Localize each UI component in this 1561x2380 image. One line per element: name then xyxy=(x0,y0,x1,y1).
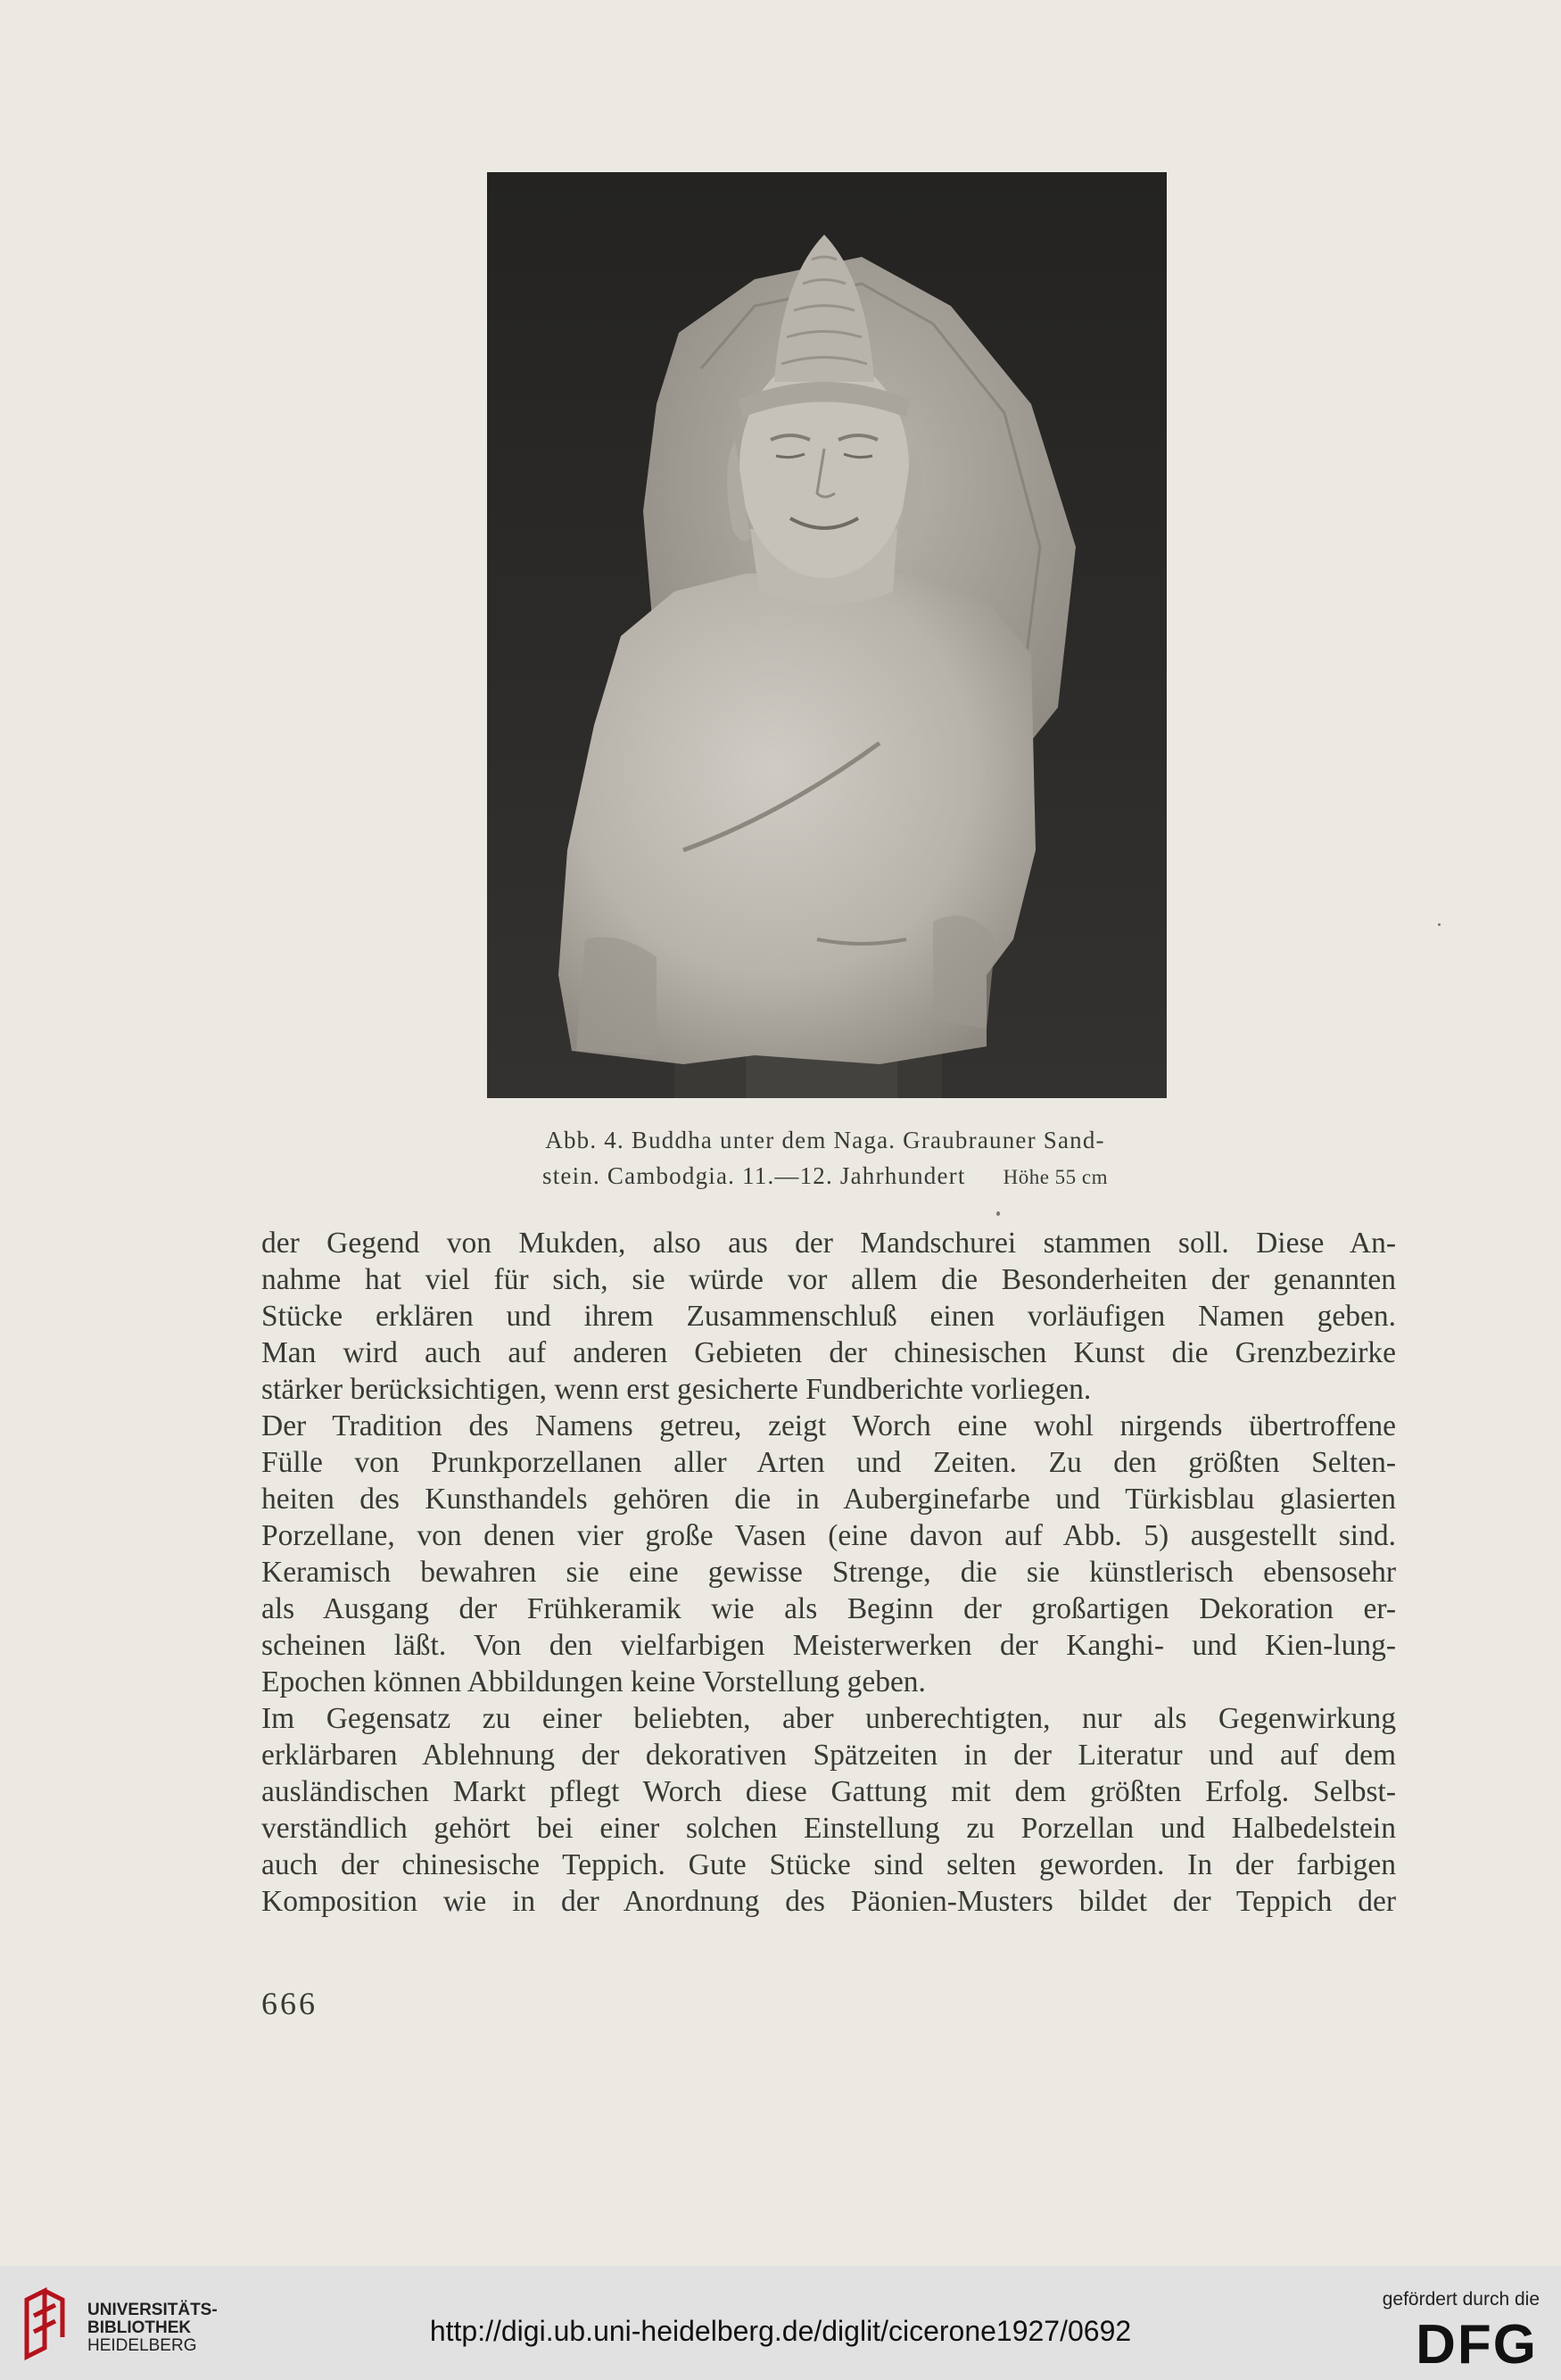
body-line: nahme hat viel für sich, sie würde vor allem die Besonderheiten der genannten xyxy=(261,1263,1396,1296)
body-line: Stücke erklären und ihrem Zusammenschluß einen vorläufigen Namen geben. xyxy=(261,1300,1396,1333)
body-line: ausländischen Markt pflegt Worch diese Gattung mit dem größten Erfolg. Selbst- xyxy=(261,1775,1396,1808)
buddha-sculpture-image xyxy=(487,172,1167,1098)
body-line: der Gegend von Mukden, also aus der Mandschurei stammen soll. Diese An- xyxy=(261,1227,1396,1260)
body-line: stärker berücksichtigen, wenn erst gesicherte Fundberichte vorliegen. xyxy=(261,1373,1092,1406)
body-line: Der Tradition des Namens getreu, zeigt Worch eine wohl nirgends übertroffene xyxy=(261,1409,1396,1442)
body-line: verständlich gehört bei einer solchen Einstellung zu Porzellan und Halbedelstein xyxy=(261,1812,1396,1845)
library-name-line-2: BIBLIOTHEK xyxy=(87,2318,192,2337)
body-line: Im Gegensatz zu einer beliebten, aber unberechtigten, nur als Gegenwirkung xyxy=(261,1702,1396,1735)
body-line: Porzellane, von denen vier große Vasen (eine davon auf Abb. 5) ausgestellt sind. xyxy=(261,1519,1396,1552)
caption-line-1: Abb. 4. Buddha unter dem Naga. Graubrauner Sand- xyxy=(545,1127,1105,1153)
dfg-logo-icon[interactable]: DFG xyxy=(1416,2314,1538,2376)
page-number: 666 xyxy=(261,1986,318,2021)
body-line: scheinen läßt. Von den vielfarbigen Meisterwerken der Kanghi- und Kien-lung- xyxy=(261,1629,1396,1662)
body-line: auch der chinesische Teppich. Gute Stücke sind selten geworden. In der farbigen xyxy=(261,1848,1396,1881)
caption-line-2-text: stein. Cambodgia. 11.—12. Jahrhundert xyxy=(541,1162,966,1189)
body-line: Komposition wie in der Anordnung des Päonien-Musters bildet der Teppich der xyxy=(261,1885,1396,1918)
caption-line-2 xyxy=(410,1158,1240,1195)
figure-caption xyxy=(410,1122,1240,1195)
body-line: Man wird auch auf anderen Gebieten der chinesischen Kunst die Grenzbezirke xyxy=(261,1336,1396,1369)
funded-by-label: gefördert durch die xyxy=(1382,2289,1540,2310)
caption-size: Höhe 55 cm xyxy=(1003,1166,1108,1188)
print-speck xyxy=(1438,923,1441,926)
library-name-line-1: UNIVERSITÄTS- xyxy=(87,2301,218,2319)
body-line: Fülle von Prunkporzellanen aller Arten und Zeiten. Zu den größten Selten- xyxy=(261,1446,1396,1479)
buddha-photograph xyxy=(487,172,1167,1098)
body-line: Epochen können Abbildungen keine Vorstellung geben. xyxy=(261,1665,926,1698)
print-speck xyxy=(996,1211,1000,1216)
body-line: als Ausgang der Frühkeramik wie als Beginn der großartigen Dekoration er- xyxy=(261,1592,1396,1625)
library-name-line-3: HEIDELBERG xyxy=(87,2336,197,2355)
body-line: heiten des Kunsthandels gehören die in Auberginefarbe und Türkisblau glasierten xyxy=(261,1483,1396,1516)
body-text xyxy=(261,1225,1396,1920)
body-line: erklärbaren Ablehnung der dekorativen Spätzeiten in der Literatur und auf dem xyxy=(261,1739,1396,1772)
body-line: Keramisch bewahren sie eine gewisse Strenge, die sie künstlerisch ebensosehr xyxy=(261,1556,1396,1589)
digitization-footer xyxy=(0,2266,1561,2380)
permalink-url[interactable]: http://digi.ub.uni-heidelberg.de/diglit/cicerone1927/0692 xyxy=(429,2315,1132,2347)
